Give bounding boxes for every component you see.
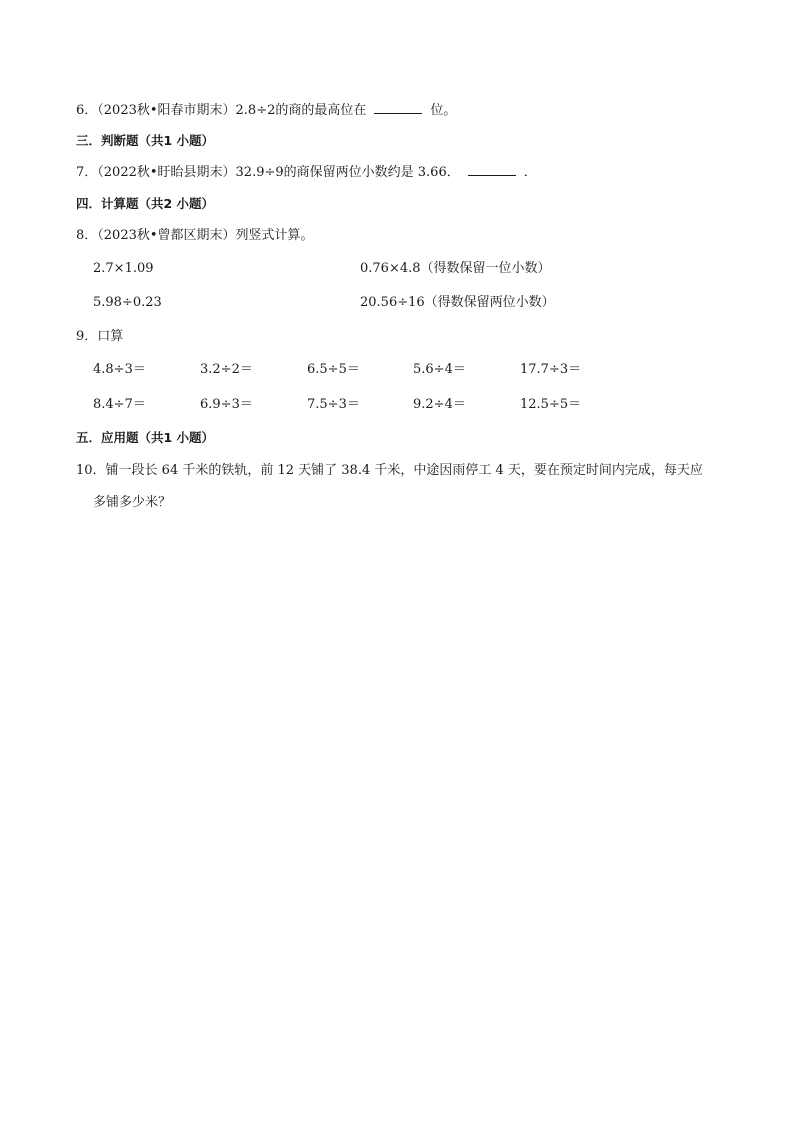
calc-item: 0.76×4.8（得数保留一位小数） [360, 261, 551, 276]
mental-math-item: 17.7÷3＝ [520, 362, 582, 377]
mental-math-item: 6.5÷5＝ [307, 362, 360, 377]
section-heading-calculation: 四．计算题（共2 小题） [76, 196, 215, 211]
answer-blank[interactable] [468, 163, 516, 176]
calc-item: 2.7×1.09 [93, 261, 154, 276]
section-heading-judgement: 三．判断题（共1 小题） [76, 133, 215, 148]
question-6 [76, 101, 456, 121]
question-7-suffix: ． [523, 165, 537, 180]
question-7-text: 7．（2022秋•盱眙县期末）32.9÷9的商保留两位小数约是 3.66． [76, 165, 460, 180]
section-heading-application: 五．应用题（共1 小题） [76, 430, 215, 445]
mental-math-item: 4.8÷3＝ [93, 362, 146, 377]
answer-blank[interactable] [374, 101, 422, 114]
question-8-stem: 8．（2023秋•曾都区期末）列竖式计算。 [76, 228, 314, 243]
question-9-stem: 9．口算 [76, 329, 124, 344]
question-7 [76, 163, 537, 183]
mental-math-item: 6.9÷3＝ [200, 397, 253, 412]
mental-math-item: 5.6÷4＝ [413, 362, 466, 377]
question-6-suffix: 位。 [430, 103, 457, 118]
mental-math-item: 9.2÷4＝ [413, 397, 466, 412]
mental-math-item: 12.5÷5＝ [520, 397, 582, 412]
mental-math-item: 3.2÷2＝ [200, 362, 253, 377]
mental-math-item: 7.5÷3＝ [307, 397, 360, 412]
question-10-line2: 多铺多少米？ [93, 495, 172, 510]
calc-item: 20.56÷16（得数保留两位小数） [360, 295, 555, 310]
calc-item: 5.98÷0.23 [93, 295, 162, 310]
mental-math-item: 8.4÷7＝ [93, 397, 146, 412]
question-6-text: 6．（2023秋•阳春市期末）2.8÷2的商的最高位在 [76, 103, 367, 118]
question-10-line1: 10．铺一段长 64 千米的铁轨，前 12 天铺了 38.4 千米，中途因雨停工 4 天，要在预定时间内完成，每天应 [76, 463, 703, 478]
